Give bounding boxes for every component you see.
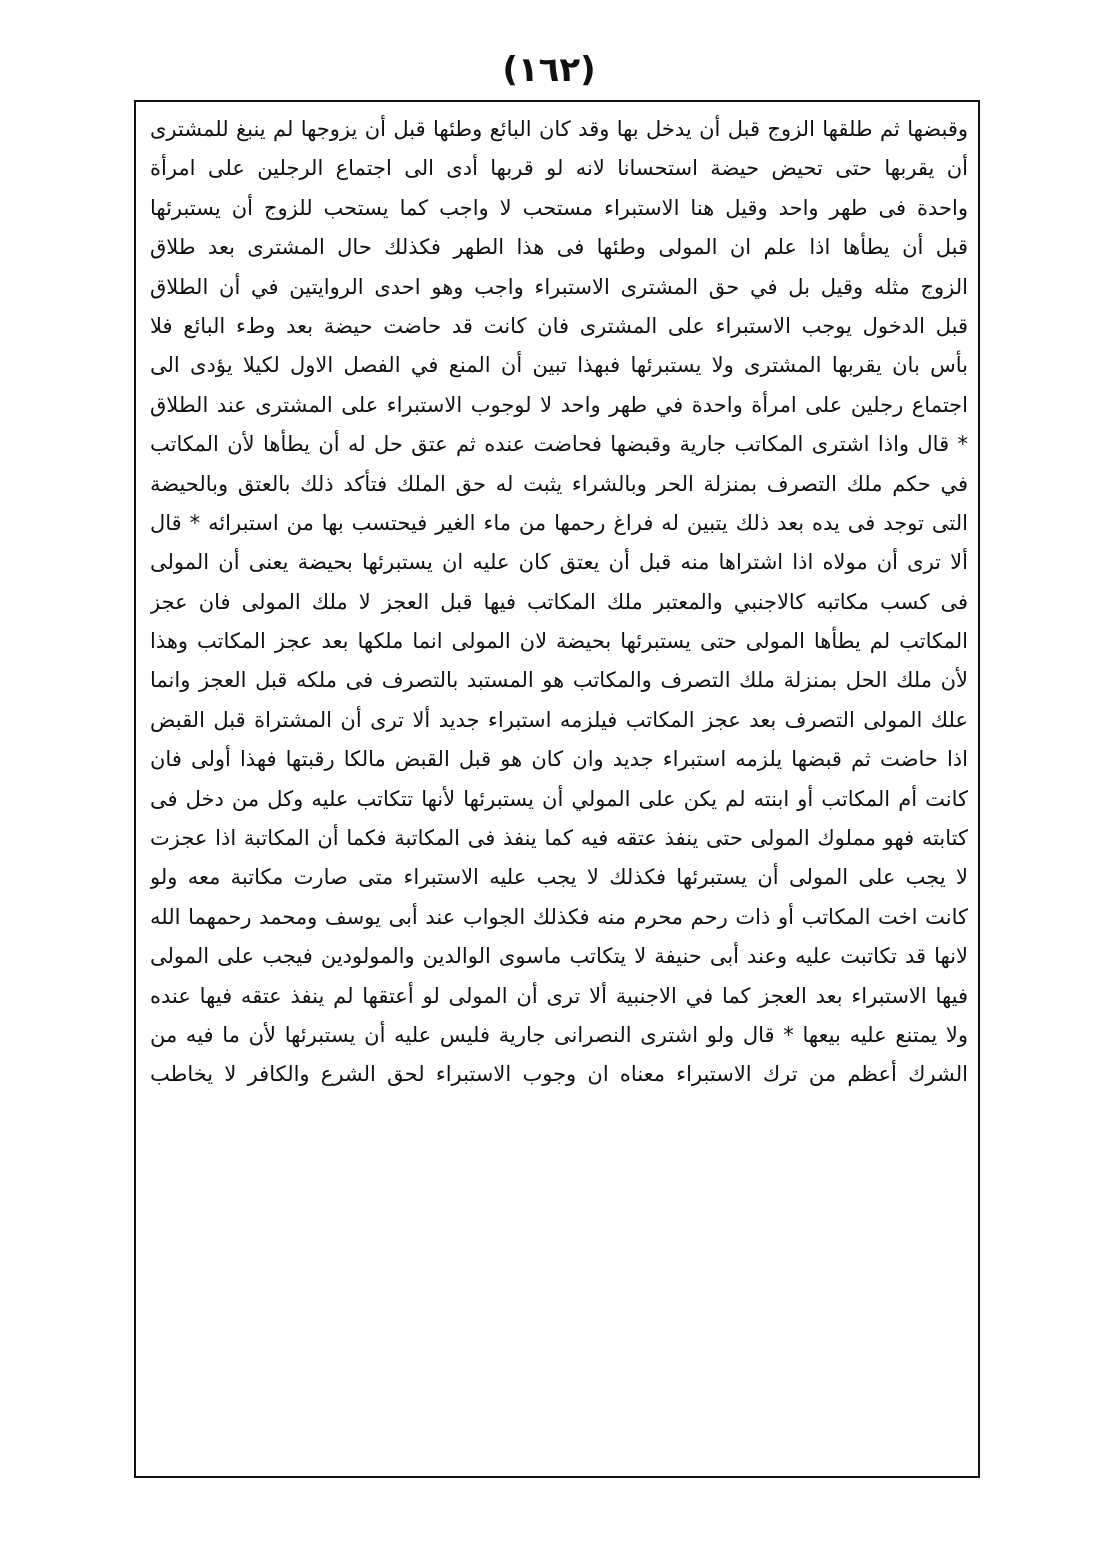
text-line: واحدة فى طهر واحد وقيل هنا الاستبراء مستحب لا واجب كما يستحب للزوج أن يستبرئها [150, 195, 968, 220]
text-line: ألا ترى أن مولاه اذا اشتراها منه قبل أن يعتق كان عليه ان يستبرئها بحيضة يعنى أن المولى [150, 550, 968, 575]
text-body [150, 110, 968, 1470]
text-line: فيها الاستبراء بعد العجز كما في الاجنبية ألا ترى أن المولى لو أعتقها لم ينفذ عتقه فيها عنده [150, 983, 968, 1008]
text-line: أن يقربها حتى تحيض حيضة استحسانا لانه لو قربها أدى الى اجتماع الرجلين على امرأة [150, 156, 968, 181]
text-line: * قال واذا اشترى المكاتب جارية وقبضها فحاضت عنده ثم عتق حل له أن يطأها لأن المكاتب [150, 432, 968, 457]
page-number: (١٦٢) [502, 50, 596, 90]
text-line: التى توجد فى يده بعد ذلك يتبين له فراغ رحمها من ماء الغير فيحتسب بها من استبرائه * قال [150, 510, 968, 535]
text-line: لأن ملك الحل بمنزلة ملك التصرف والمكاتب هو المستبد بالتصرف فى ملكه قبل العجز وانما [150, 668, 968, 693]
text-line: لا يجب على المولى أن يستبرئها فكذلك لا يجب عليه الاستبراء متى صارت مكاتبة معه ولو [150, 865, 968, 890]
text-line: الزوج مثله وقيل بل في حق المشترى الاستبراء واجب وهو احدى الروايتين في أن الطلاق [150, 274, 968, 299]
text-line: وقبضها ثم طلقها الزوج قبل أن يدخل بها وقد كان البائع وطئها قبل أن يزوجها لم ينبغ للمشترى [150, 117, 968, 141]
text-line: قبل أن يطأها اذا علم ان المولى وطئها فى هذا الطهر فكذلك حال المشترى بعد طلاق [150, 235, 968, 260]
text-line: اجتماع رجلين على امرأة واحدة في طهر واحد لا لوجوب الاستبراء على المشترى عند الطلاق [150, 392, 968, 417]
text-line: قبل الدخول يوجب الاستبراء على المشترى فان كانت قد حاضت حيضة بعد وطء البائع فلا [150, 313, 968, 338]
text-line: ولا يمتنع عليه بيعها * قال ولو اشترى النصرانى جارية فليس عليه أن يستبرئها لأن ما فيه من [150, 1022, 968, 1047]
text-line: بأس بان يقربها المشترى ولا يستبرئها فبهذا تبين أن المنع في الفصل الاول لكيلا يؤدى الى [150, 353, 968, 378]
text-line: لانها قد تكاتبت عليه وعند أبى حنيفة لا يتكاتب ماسوى الوالدين والمولودين فيجب على المولى [150, 944, 968, 969]
text-line: كانت أم المكاتب أو ابنته لم يكن على المولي أن يستبرئها لأنها تتكاتب عليه وكل من دخل فى [150, 786, 968, 811]
text-line: المكاتب لم يطأها المولى حتى يستبرئها بحيضة لان المولى انما ملكها بعد عجز المكاتب وهذا [150, 629, 968, 654]
text-line: اذا حاضت ثم قبضها يلزمه استبراء جديد وان كان هو قبل القبض مالكا رقبتها فهذا أولى فان [150, 747, 968, 772]
text-line: علك المولى التصرف بعد عجز المكاتب فيلزمه استبراء جديد ألا ترى أن المشتراة قبل القبض [150, 707, 968, 732]
text-line: كتابته فهو مملوك المولى حتى ينفذ عتقه فيه كما ينفذ فى المكاتبة فكما أن المكاتبة اذا عجزت [150, 826, 968, 851]
text-line: في حكم ملك التصرف بمنزلة الحر وبالشراء يثبت له حق الملك فتأكد ذلك بالعتق وبالحيضة [150, 471, 968, 496]
text-line: فى كسب مكاتبه كالاجنبي والمعتبر ملك المكاتب فيها قبل العجز لا ملك المولى فان عجز [150, 589, 968, 614]
text-line: الشرك أعظم من ترك الاستبراء معناه ان وجوب الاستبراء لحق الشرع والكافر لا يخاطب [150, 1062, 968, 1087]
text-line: كانت اخت المكاتب أو ذات رحم محرم منه فكذلك الجواب عند أبى يوسف ومحمد رحمهما الله [150, 904, 968, 929]
